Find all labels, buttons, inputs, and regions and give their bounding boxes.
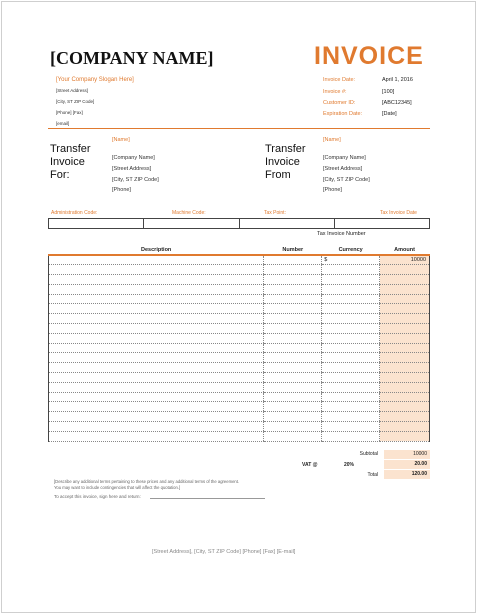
number-cell[interactable]: [264, 304, 322, 314]
tax-point-field[interactable]: [240, 219, 335, 228]
amount-cell[interactable]: [380, 265, 430, 275]
to-city: [City, ST ZIP Code]: [112, 177, 159, 183]
description-cell[interactable]: [49, 314, 264, 324]
amount-cell[interactable]: [380, 382, 430, 392]
description-cell[interactable]: [49, 284, 264, 294]
amount-cell[interactable]: [380, 412, 430, 422]
table-row: [49, 343, 430, 353]
street-address: [Street Address]: [56, 88, 89, 93]
amount-cell[interactable]: [380, 294, 430, 304]
machine-code-label: Machine Code:: [172, 210, 206, 216]
number-cell[interactable]: [264, 255, 322, 265]
amount-cell[interactable]: [380, 353, 430, 363]
table-row: [49, 402, 430, 412]
number-cell[interactable]: [264, 284, 322, 294]
transfer-for-title-3: For:: [50, 169, 70, 181]
number-cell[interactable]: [264, 392, 322, 402]
number-cell[interactable]: [264, 373, 322, 383]
description-cell[interactable]: [49, 422, 264, 432]
to-company: [Company Name]: [112, 155, 155, 161]
number-cell[interactable]: [264, 314, 322, 324]
table-row: [49, 431, 430, 441]
machine-code-field[interactable]: [144, 219, 239, 228]
total-label: Total: [367, 472, 378, 478]
currency-cell[interactable]: [322, 265, 380, 275]
amount-cell[interactable]: [380, 363, 430, 373]
number-cell[interactable]: [264, 275, 322, 285]
vat-value: 20.00: [384, 460, 430, 469]
description-cell[interactable]: [49, 431, 264, 441]
transfer-for-title-2: Invoice: [50, 156, 85, 168]
description-header: Description: [49, 245, 264, 255]
table-row: [49, 412, 430, 422]
from-city: [City, ST ZIP Code]: [323, 177, 370, 183]
number-cell[interactable]: [264, 402, 322, 412]
table-row: [49, 275, 430, 285]
administration-code-field[interactable]: [49, 219, 144, 228]
tax-invoice-number-label: Tax Invoice Number: [317, 231, 366, 237]
company-slogan: [Your Company Slogan Here]: [56, 77, 134, 83]
description-cell[interactable]: [49, 343, 264, 353]
invoice-page: [1, 1, 476, 613]
amount-cell[interactable]: [380, 314, 430, 324]
table-row: [49, 324, 430, 334]
description-cell[interactable]: [49, 373, 264, 383]
description-cell[interactable]: [49, 324, 264, 334]
terms-note-line-2: You may want to include contingencies that will affect the quotation.]: [54, 485, 181, 490]
currency-cell[interactable]: [322, 402, 380, 412]
number-cell[interactable]: [264, 422, 322, 432]
number-cell[interactable]: [264, 353, 322, 363]
transfer-from-title-3: From: [265, 169, 291, 181]
amount-cell[interactable]: [380, 392, 430, 402]
invoice-number-value: [100]: [382, 89, 395, 95]
footer-contact: [Street Address], [City, ST ZIP Code] [Phone] [Fax] [E-mail]: [152, 549, 296, 555]
from-street: [Street Address]: [323, 166, 363, 172]
company-name: [COMPANY NAME]: [50, 48, 214, 68]
accept-note: To accept this invoice, sign here and return:: [54, 494, 141, 499]
table-row: [49, 255, 430, 265]
terms-note-line-1: [Describe any additional terms pertaining to these prices and any additional terms of the agreement.: [54, 479, 240, 484]
administration-code-label: Administration Code:: [51, 210, 98, 216]
currency-cell[interactable]: [322, 314, 380, 324]
invoice-title: INVOICE: [314, 42, 424, 70]
currency-cell[interactable]: [322, 392, 380, 402]
currency-cell[interactable]: [322, 275, 380, 285]
from-company: [Company Name]: [323, 155, 366, 161]
table-row: [49, 265, 430, 275]
number-cell[interactable]: [264, 382, 322, 392]
number-header: Number: [264, 245, 322, 255]
total-value: 120.00: [384, 470, 430, 479]
items-table: [48, 245, 430, 442]
table-row: [49, 294, 430, 304]
amount-header: Amount: [380, 245, 430, 255]
currency-cell[interactable]: [322, 363, 380, 373]
city-zip: [City, ST ZIP Code]: [56, 99, 95, 104]
fields-box: [48, 218, 430, 229]
expiration-date-value: [Date]: [382, 111, 397, 117]
description-cell[interactable]: [49, 412, 264, 422]
customer-id-value: [ABC12345]: [382, 100, 412, 106]
table-row: [49, 392, 430, 402]
transfer-from-title-1: Transfer: [265, 143, 306, 155]
number-cell[interactable]: [264, 343, 322, 353]
from-phone: [Phone]: [323, 187, 342, 193]
number-cell[interactable]: [264, 412, 322, 422]
currency-cell[interactable]: [322, 412, 380, 422]
amount-cell[interactable]: [380, 343, 430, 353]
table-row: [49, 333, 430, 343]
amount-cell[interactable]: [380, 402, 430, 412]
currency-cell[interactable]: [322, 382, 380, 392]
amount-cell[interactable]: 10000: [380, 255, 430, 265]
currency-cell[interactable]: [322, 304, 380, 314]
transfer-for-title-1: Transfer: [50, 143, 91, 155]
currency-cell[interactable]: [322, 284, 380, 294]
description-cell[interactable]: [49, 294, 264, 304]
amount-cell[interactable]: [380, 333, 430, 343]
table-row: [49, 353, 430, 363]
currency-cell[interactable]: [322, 294, 380, 304]
number-cell[interactable]: [264, 363, 322, 373]
table-row: [49, 422, 430, 432]
description-cell[interactable]: [49, 275, 264, 285]
description-cell[interactable]: [49, 392, 264, 402]
tax-point-label: Tax Point:: [264, 210, 286, 216]
tax-invoice-date-label: Tax Invoice Date: [380, 210, 417, 216]
phone-fax: [Phone] [Fax]: [56, 110, 83, 115]
subtotal-label: Subtotal: [359, 451, 378, 457]
invoice-date-label: Invoice Date:: [323, 77, 356, 83]
table-row: [49, 363, 430, 373]
number-cell[interactable]: [264, 294, 322, 304]
header-divider: [48, 128, 430, 129]
amount-cell[interactable]: [380, 373, 430, 383]
currency-cell[interactable]: [322, 431, 380, 441]
amount-cell[interactable]: [380, 431, 430, 441]
vat-rate: 20%: [344, 462, 355, 468]
currency-cell[interactable]: [322, 324, 380, 334]
description-cell[interactable]: [49, 304, 264, 314]
to-name: [Name]: [112, 137, 130, 143]
amount-cell[interactable]: [380, 284, 430, 294]
amount-cell[interactable]: [380, 324, 430, 334]
currency-cell[interactable]: [322, 333, 380, 343]
invoice-number-label: Invoice #:: [323, 89, 347, 95]
tax-invoice-date-field[interactable]: [335, 219, 429, 228]
transfer-from-title-2: Invoice: [265, 156, 300, 168]
table-row: [49, 314, 430, 324]
currency-cell[interactable]: $: [322, 255, 380, 265]
vat-label: VAT @: [302, 462, 318, 468]
amount-cell[interactable]: [380, 275, 430, 285]
table-row: [49, 373, 430, 383]
currency-cell[interactable]: [322, 343, 380, 353]
to-street: [Street Address]: [112, 166, 152, 172]
description-cell[interactable]: [49, 402, 264, 412]
from-name: [Name]: [323, 137, 341, 143]
number-cell[interactable]: [264, 333, 322, 343]
amount-cell[interactable]: [380, 304, 430, 314]
currency-cell[interactable]: [322, 353, 380, 363]
currency-header: Currency: [322, 245, 380, 255]
table-row: [49, 382, 430, 392]
description-cell[interactable]: [49, 333, 264, 343]
number-cell[interactable]: [264, 431, 322, 441]
number-cell[interactable]: [264, 265, 322, 275]
table-row: [49, 284, 430, 294]
description-cell[interactable]: [49, 255, 264, 265]
currency-cell[interactable]: [322, 373, 380, 383]
number-cell[interactable]: [264, 324, 322, 334]
expiration-date-label: Expiration Date:: [323, 111, 363, 117]
signature-line[interactable]: [150, 498, 265, 499]
description-cell[interactable]: [49, 265, 264, 275]
invoice-date-value: April 1, 2016: [382, 77, 413, 83]
subtotal-value: 10000: [384, 450, 430, 459]
to-phone: [Phone]: [112, 187, 131, 193]
description-cell[interactable]: [49, 382, 264, 392]
currency-cell[interactable]: [322, 422, 380, 432]
table-row: [49, 304, 430, 314]
description-cell[interactable]: [49, 363, 264, 373]
description-cell[interactable]: [49, 353, 264, 363]
customer-id-label: Customer ID:: [323, 100, 356, 106]
email: [email]: [56, 121, 70, 126]
amount-cell[interactable]: [380, 422, 430, 432]
